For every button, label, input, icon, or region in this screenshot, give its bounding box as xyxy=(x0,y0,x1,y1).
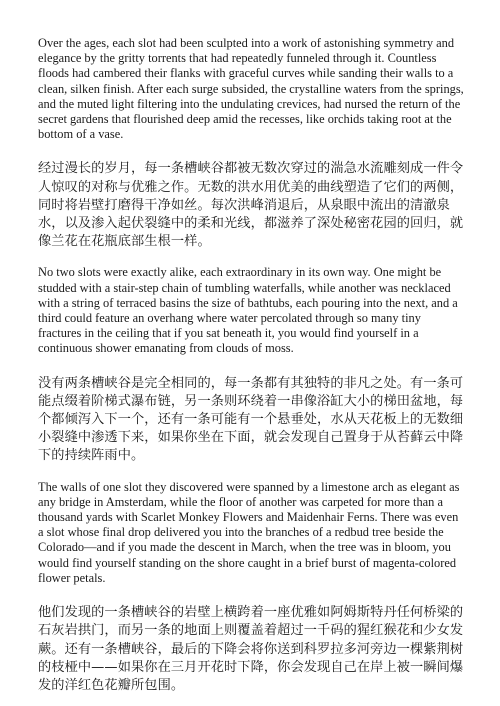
paragraph-zh-3: 他们发现的一条槽峡谷的岩壁上横跨着一座优雅如阿姆斯特丹任何桥梁的石灰岩拱门，而另一条的地面上则覆盖着超过一千码的猩红猴花和少女发蕨。还有一条槽峡谷，最后的下降会将你送到科罗拉多河旁边一棵紫荆树的枝桠中——如果你在三月开花时下降，你会发现自己在岸上被一瞬间爆发的洋红色花瓣所包围。 xyxy=(38,605,464,693)
paragraph-zh-1: 经过漫长的岁月，每一条槽峡谷都被无数次穿过的湍急水流雕刻成一件令人惊叹的对称与优雅之作。无数的洪水用优美的曲线塑造了它们的两侧，同时将岩壁打磨得干净如丝。每次洪峰消退后，从泉眼中流出的清澈泉水，以及渗入起伏裂缝中的柔和光线，都滋养了深处秘密花园的回归，就像兰花在花瓶底部生根一样。 xyxy=(38,161,464,250)
document-page xyxy=(38,36,464,695)
paragraph-zh-2: 没有两条槽峡谷是完全相同的，每一条都有其独特的非凡之处。有一条可能点缀着阶梯式瀑布链，另一条则环绕着一串像浴缸大小的梯田盆地，每个都倾泻入下一个，还有一条可能有一个悬垂处，水从天花板上的无数细小裂缝中渗透下来，如果你坐在下面，就会发现自己置身于从苔藓云中降下的持续阵雨中。 xyxy=(38,375,464,464)
paragraph-en-1: Over the ages, each slot had been sculpted into a work of astonishing symmetry and elegance by the gritty torrents that had repeatedly funneled through it. Countless floods had cambered their flanks with graceful curves while sanding their walls to a clean, silken finish. After each surge subsided, the crystalline waters from the springs, and the muted light filtering into the undulating crevices, had nursed the return of the secret gardens that flourished deep amid the recesses, like orchids taking root at the bottom of a vase. xyxy=(38,36,464,142)
paragraph-en-3: The walls of one slot they discovered were spanned by a limestone arch as elegant as any bridge in Amsterdam, while the floor of another was carpeted for more than a thousand yards with Scarlet Monkey Flowers and Maidenhair Ferns. There was even a slot whose final drop delivered you into the branches of a redbud tree beside the Colorado—and if you made the descent in March, when the tree was in bloom, you would find yourself standing on the shore caught in a brief burst of magenta-colored flower petals. xyxy=(38,479,460,585)
paragraph-en-2: No two slots were exactly alike, each extraordinary in its own way. One might be studded with a stair-step chain of tumbling waterfalls, while another was necklaced with a string of terraced basins the size of bathtubs, each pouring into the next, and a third could feature an overhang where water percolated through so many tiny fractures in the ceiling that if you sat beneath it, you would find yourself in a continuous shower emanating from clouds of moss. xyxy=(38,265,458,356)
